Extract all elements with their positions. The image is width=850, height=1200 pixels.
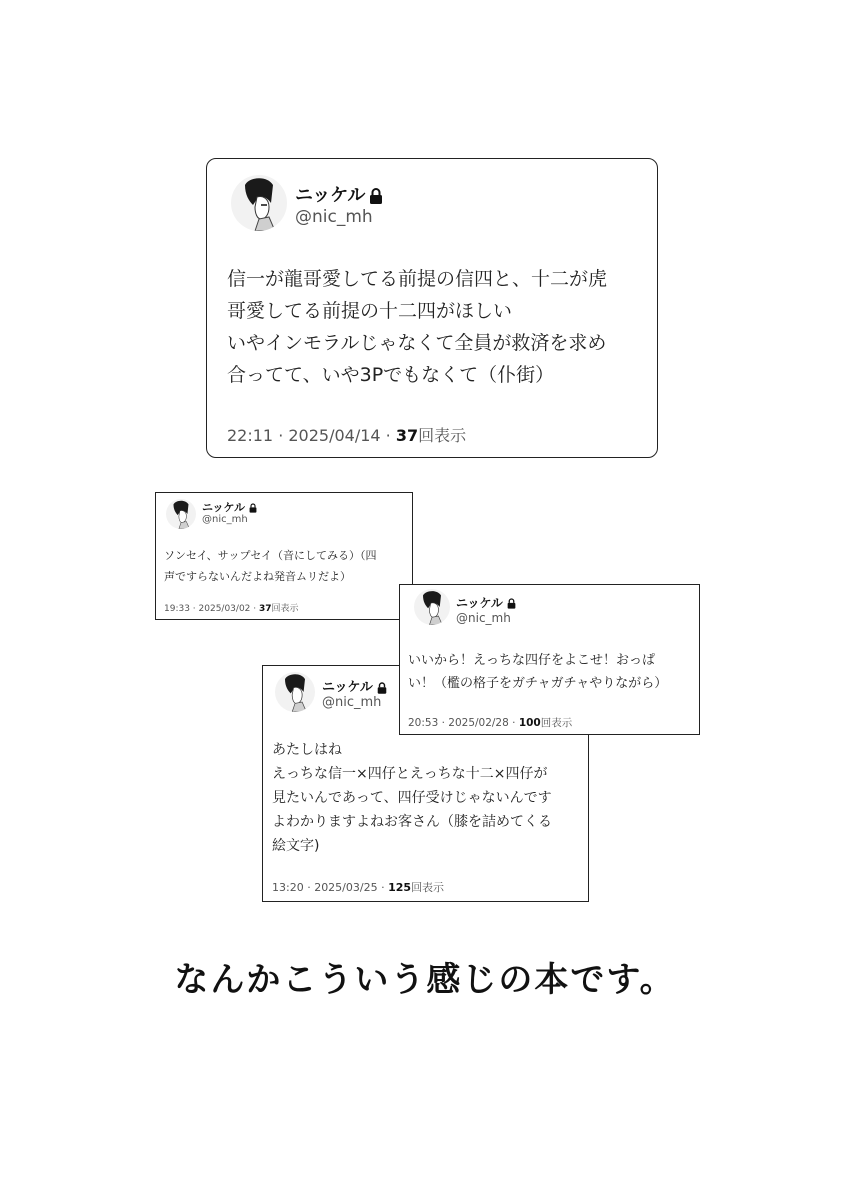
- tweet-body: [164, 545, 377, 587]
- view-count: 37: [258, 604, 272, 614]
- display-name-text: ニッケル: [295, 185, 366, 206]
- tweet-timestamp[interactable]: 20:53 · 2025/02/28 ·: [408, 717, 519, 729]
- view-count: 100: [518, 717, 541, 729]
- lock-icon: [507, 598, 516, 609]
- view-label: 回表示: [271, 604, 299, 614]
- lock-icon: [369, 188, 383, 204]
- tweet-card[interactable]: [155, 492, 413, 620]
- user-handle[interactable]: @nic_mh: [295, 207, 373, 227]
- avatar-portrait-icon: [414, 589, 450, 625]
- tweet-meta: [227, 423, 466, 446]
- tweet-line: えっちな信一×四仔とえっちな十二×四仔が: [272, 766, 548, 782]
- tweet-meta: [408, 715, 572, 730]
- tweet-line: 声ですらないんだよね発音ムリだよ）: [164, 570, 351, 583]
- display-name-text: ニッケル: [202, 501, 246, 514]
- display-name[interactable]: [202, 499, 257, 515]
- tweet-line: よわかりますよねお客さん（膝を詰めてくる: [272, 814, 552, 830]
- tweet-body: [227, 263, 607, 391]
- view-label: 回表示: [411, 881, 445, 894]
- user-handle[interactable]: @nic_mh: [322, 695, 382, 710]
- avatar-portrait-icon: [166, 499, 196, 529]
- view-label: 回表示: [540, 717, 573, 729]
- display-name[interactable]: [322, 676, 387, 695]
- tweet-line: 合ってて、いや3Pでもなくて（仆街）: [227, 364, 555, 386]
- tweet-line: 絵文字): [272, 838, 320, 854]
- avatar-portrait-icon: [275, 672, 315, 712]
- tweet-meta: [164, 601, 299, 614]
- tweet-line: 哥愛してる前提の十二四がほしい: [227, 300, 513, 322]
- tweet-body: [272, 738, 552, 858]
- view-count: 125: [388, 881, 412, 894]
- tweet-card[interactable]: [206, 158, 658, 458]
- tweet-timestamp[interactable]: 22:11 · 2025/04/14 ·: [227, 426, 396, 445]
- user-handle[interactable]: @nic_mh: [202, 514, 248, 525]
- view-label: 回表示: [418, 426, 467, 445]
- tweet-line: い！（檻の格子をガチャガチャやりながら）: [408, 676, 668, 691]
- avatar[interactable]: [414, 589, 450, 625]
- tweet-line: ソンセイ、サップセイ（音にしてみる）（四: [164, 549, 377, 562]
- tweet-line: 信一が龍哥愛してる前提の信四と、十二が虎: [227, 268, 608, 290]
- tweet-line: 見たいんであって、四仔受けじゃないんです: [272, 790, 552, 806]
- lock-icon: [249, 503, 257, 513]
- tweet-line: いいから！えっちな四仔をよこせ！おっぱ: [408, 653, 656, 668]
- tweet-card[interactable]: [399, 584, 700, 735]
- tweet-timestamp[interactable]: 19:33 · 2025/03/02 ·: [164, 604, 259, 614]
- avatar-portrait-icon: [231, 175, 287, 231]
- display-name-text: ニッケル: [456, 596, 503, 610]
- avatar[interactable]: [275, 672, 315, 712]
- display-name[interactable]: [295, 181, 383, 207]
- display-name-text: ニッケル: [322, 680, 373, 695]
- user-handle[interactable]: @nic_mh: [456, 611, 511, 625]
- display-name[interactable]: [456, 594, 516, 611]
- tweet-line: あたしはね: [272, 742, 342, 758]
- tweet-body: [408, 649, 667, 695]
- tweet-timestamp[interactable]: 13:20 · 2025/03/25 ·: [272, 881, 389, 894]
- view-count: 37: [395, 426, 419, 445]
- tweet-line: いやインモラルじゃなくて全員が救済を求め: [227, 332, 607, 354]
- avatar[interactable]: [166, 499, 196, 529]
- page-caption: なんかこういう感じの本です。: [174, 960, 676, 1000]
- tweet-meta: [272, 879, 444, 895]
- lock-icon: [377, 682, 387, 694]
- avatar[interactable]: [231, 175, 287, 231]
